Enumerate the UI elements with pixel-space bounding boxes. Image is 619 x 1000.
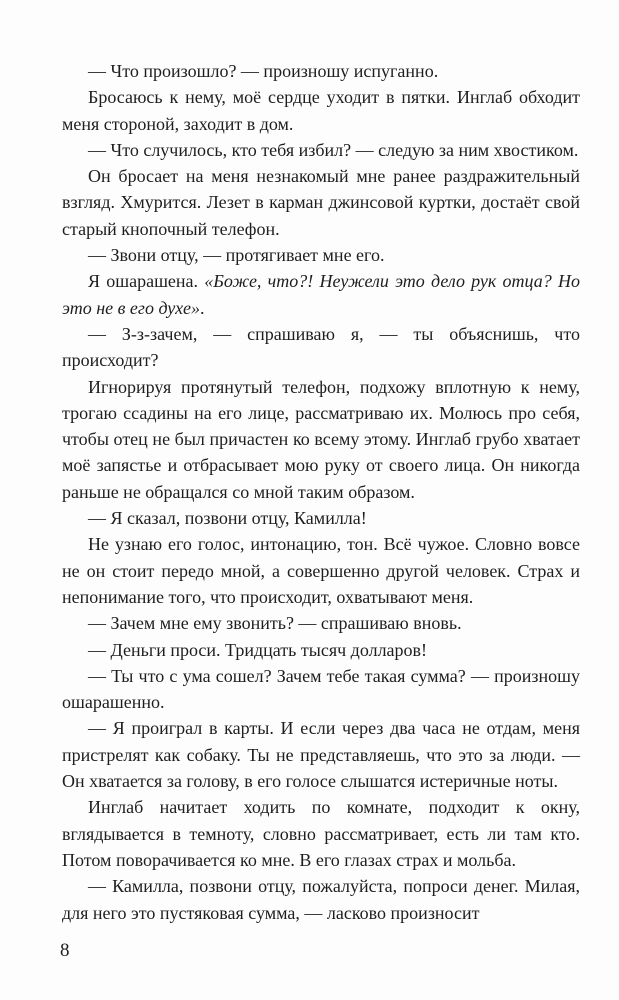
paragraph: — Звони отцу, — протягивает мне его.: [88, 245, 385, 266]
paragraph: — Ты что с ума сошел? Зачем тебе такая сумма? — произношу ошарашенно.: [62, 665, 580, 713]
paragraph: — Деньги проси. Тридцать тысяч долларов!: [88, 639, 428, 660]
body-text: [62, 58, 580, 926]
italic-thought: «Боже, что?! Неужели это дело рук отца? Но это не в его духе»: [62, 271, 580, 318]
paragraph-tail: .: [200, 297, 205, 318]
paragraph: — Я проиграл в карты. И если через два часа не отдам, меня пристрелят как собаку. Ты не представляешь, что это за люди. — Он хватается за голову, в его голосе слышатся истеричные ноты.: [62, 718, 580, 792]
paragraph: — Что произошло? — произношу испуганно.: [88, 61, 439, 81]
paragraph-text: Я ошарашена.: [88, 271, 205, 292]
paragraph: Инглаб начитает ходить по комнате, подходит к окну, вглядывается в темноту, словно рассматривает, есть ли там кто. Потом поворачивается ко мне. В его глазах страх и мольба.: [62, 797, 580, 870]
paragraph: — З-з-зачем, — спрашиваю я, — ты объяснишь, что происходит?: [62, 323, 580, 371]
paragraph: Он бросает на меня незнакомый мне ранее раздражительный взгляд. Хмурится. Лезет в карман джинсовой куртки, достаёт свой старый кнопочный телефон.: [62, 166, 580, 239]
paragraph: — Камилла, позвони отцу, пожалуйста, попроси денег. Милая, для него это пустяковая сумма, — ласково произносит: [62, 876, 580, 923]
paragraph: Бросаюсь к нему, моё сердце уходит в пятки. Инглаб обходит меня стороной, заходит в дом.: [62, 87, 580, 134]
page-number: 8: [60, 940, 70, 961]
paragraph: [62, 268, 580, 321]
paragraph: Игнорируя протянутый телефон, подхожу вплотную к нему, трогаю ссадины на его лице, рассматриваю их. Молюсь про себя, чтобы отец не был причастен ко всему этому. Инглаб грубо хватает моё запястье и отбрасывает мою руку от своего лица. Он никогда раньше не обращался со мной таким образом.: [62, 376, 580, 502]
paragraph: — Что случилось, кто тебя избил? — следую за ним хвостиком.: [88, 139, 579, 160]
paragraph: — Я сказал, позвони отцу, Камилла!: [88, 508, 367, 529]
paragraph: — Зачем мне ему звонить? — спрашиваю вновь.: [88, 613, 462, 634]
paragraph: Не узнаю его голос, интонацию, тон. Всё чужое. Словно вовсе не он стоит передо мной, а совершенно другой человек. Страх и непонимание того, что происходит, охватывают меня.: [62, 534, 580, 607]
